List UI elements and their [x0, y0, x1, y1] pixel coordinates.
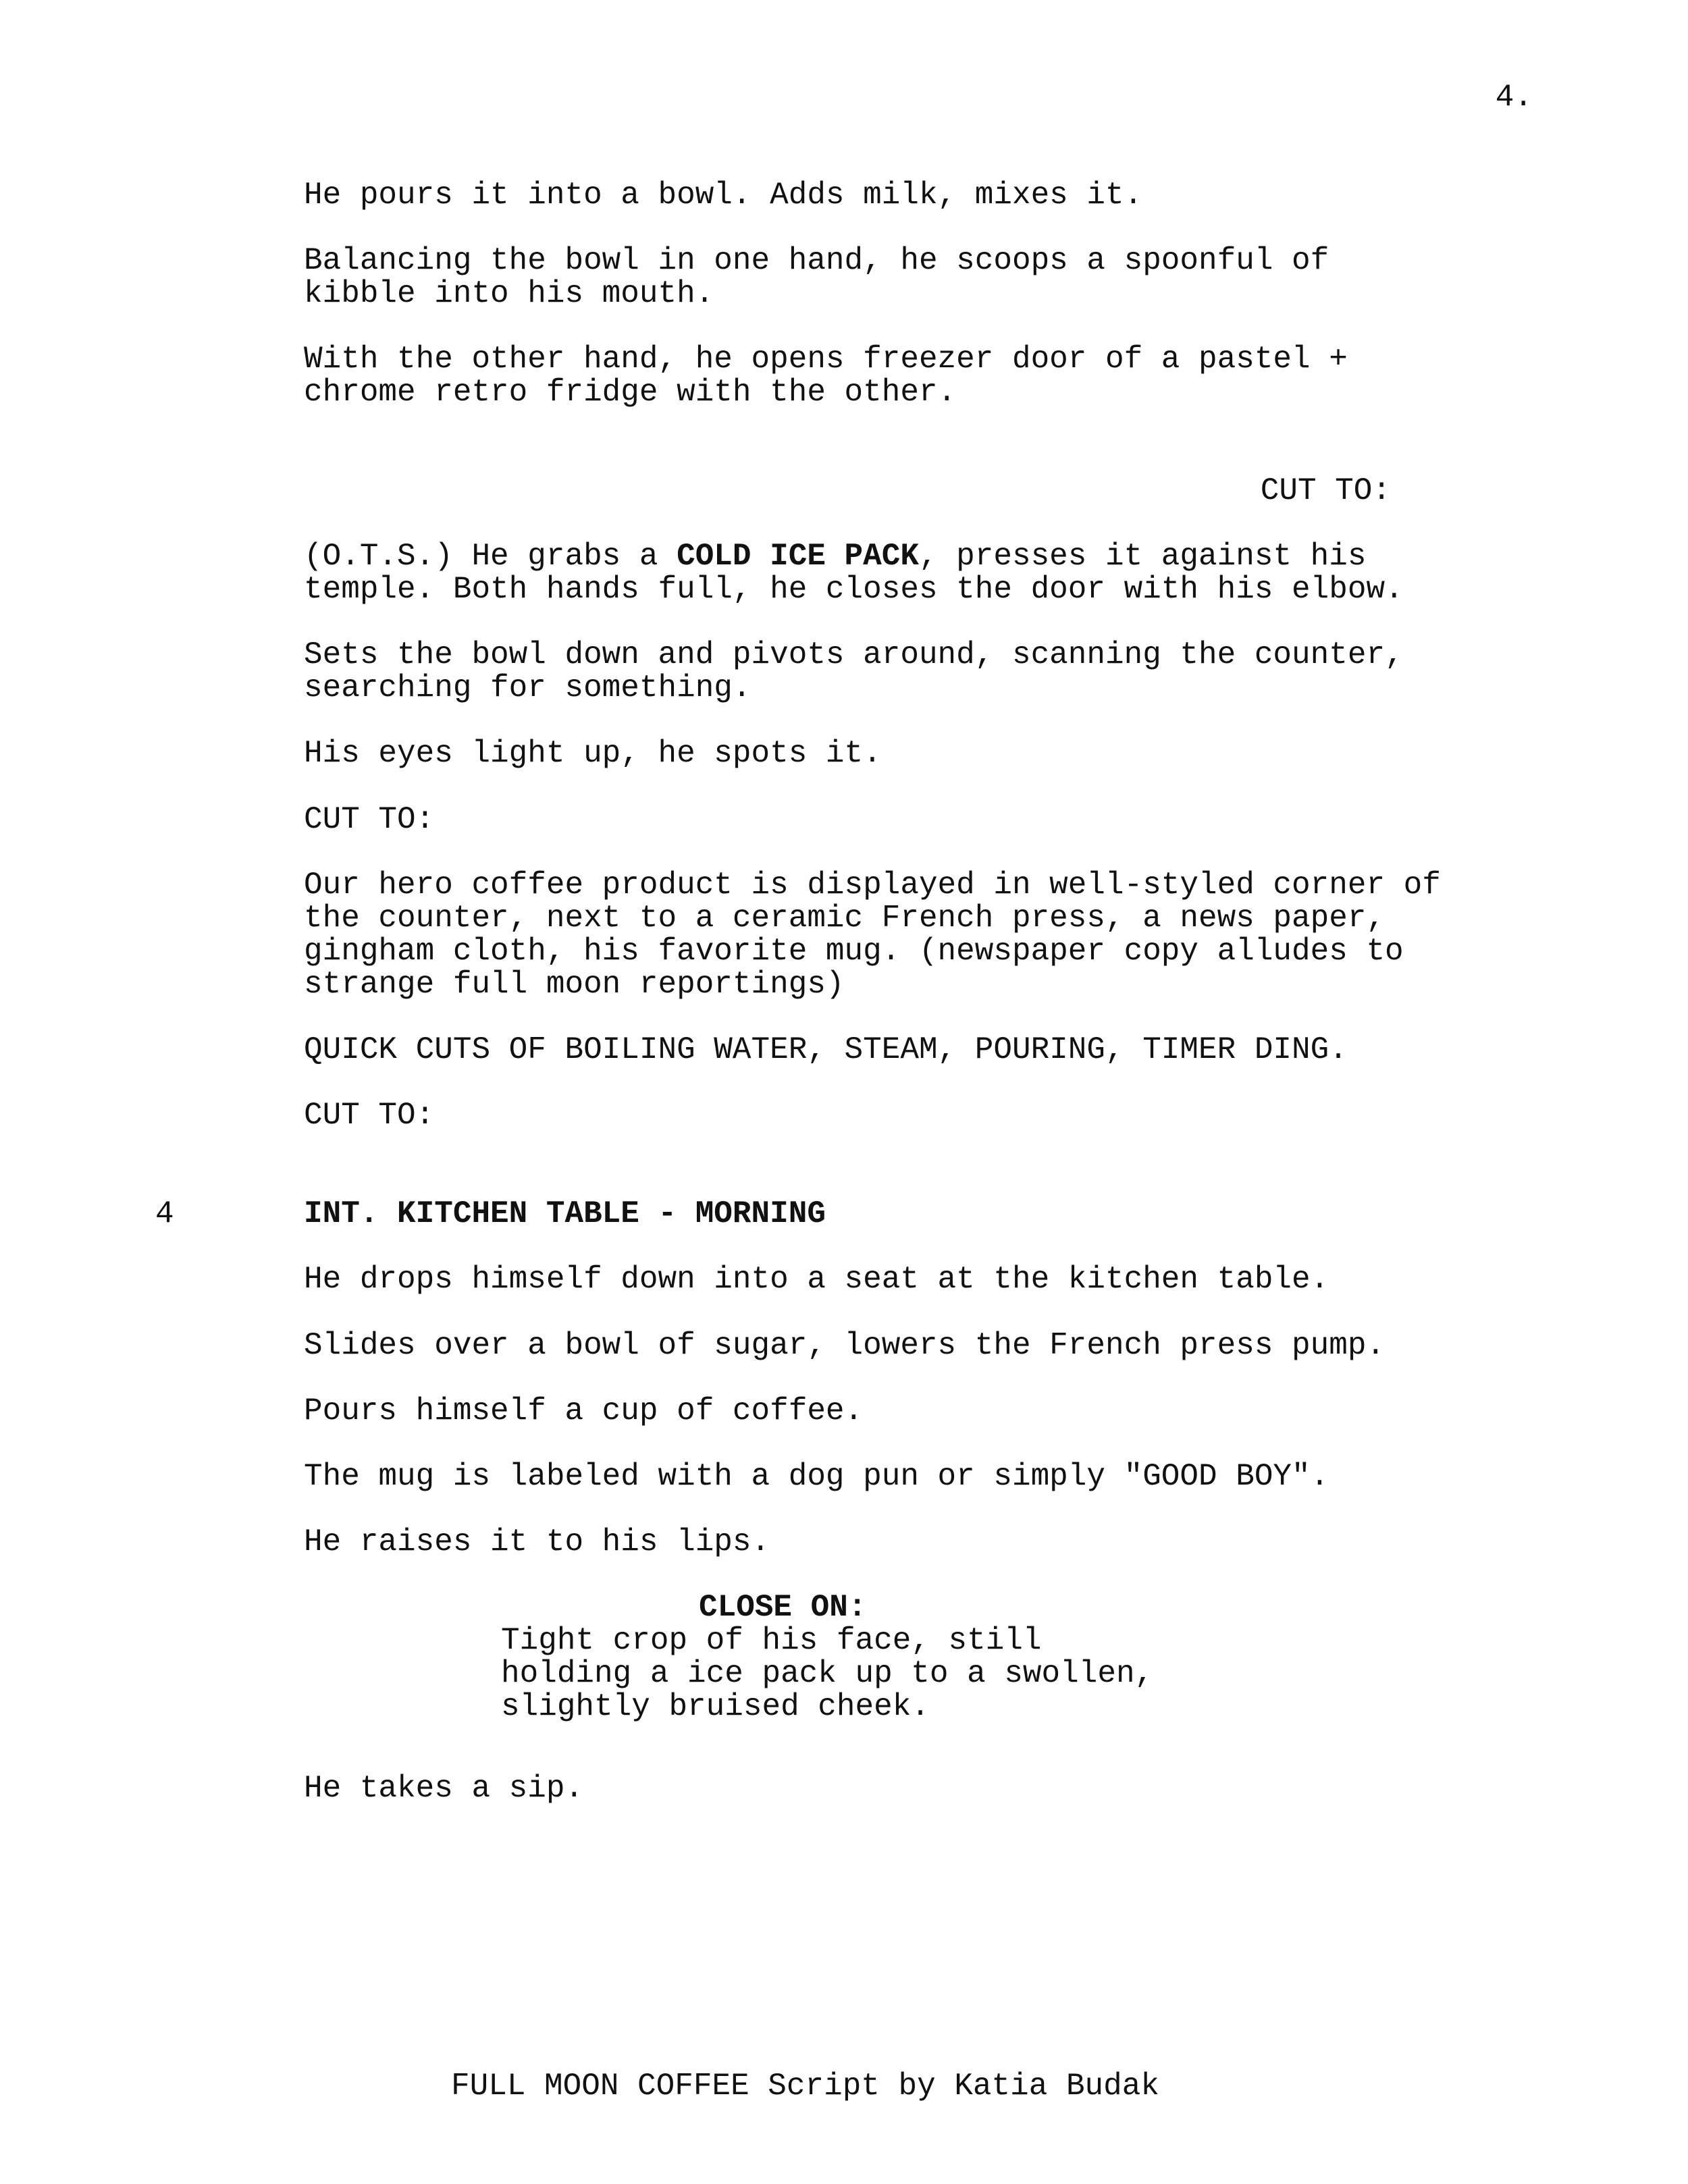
transition-cut-to: CUT TO: [1260, 473, 1391, 508]
action-line: temple. Both hands full, he closes the door with his elbow. [304, 572, 1404, 607]
action-text: (O.T.S.) He grabs a [304, 539, 677, 574]
action-line: His eyes light up, he spots it. [304, 736, 882, 771]
action-line: He takes a sip. [304, 1771, 584, 1806]
action-line: Sets the bowl down and pivots around, scanning the counter, [304, 637, 1404, 672]
dialogue-line: holding a ice pack up to a swollen, [501, 1656, 1154, 1691]
dialogue-line: Tight crop of his face, still [501, 1623, 1042, 1658]
action-line: Pours himself a cup of coffee. [304, 1393, 864, 1429]
action-line: QUICK CUTS OF BOILING WATER, STEAM, POURING, TIMER DING. [304, 1032, 1348, 1067]
action-line: kibble into his mouth. [304, 276, 714, 311]
action-line: strange full moon reportings) [304, 967, 845, 1002]
action-text: , presses it against his [918, 539, 1367, 574]
prop-emphasis: COLD ICE PACK [677, 539, 919, 574]
page-number: 4. [1495, 80, 1533, 115]
action-line: Slides over a bowl of sugar, lowers the French press pump. [304, 1328, 1386, 1363]
action-line: With the other hand, he opens freezer door of a pastel + [304, 342, 1348, 377]
action-line: He pours it into a bowl. Adds milk, mixes it. [304, 178, 1143, 213]
action-line: The mug is labeled with a dog pun or simply "GOOD BOY". [304, 1459, 1329, 1494]
scene-number: 4 [155, 1196, 174, 1231]
action-line: chrome retro fridge with the other. [304, 375, 957, 410]
transition-cut-to: CUT TO: [304, 802, 435, 837]
action-line [304, 540, 1366, 573]
close-on-heading: CLOSE ON: [699, 1590, 867, 1625]
action-line: the counter, next to a ceramic French press, a news paper, [304, 901, 1386, 936]
action-line: gingham cloth, his favorite mug. (newspaper copy alludes to [304, 934, 1404, 969]
scene-heading: INT. KITCHEN TABLE - MORNING [304, 1196, 826, 1231]
transition-cut-to: CUT TO: [304, 1098, 435, 1133]
action-line: He drops himself down into a seat at the kitchen table. [304, 1262, 1329, 1297]
dialogue-line: slightly bruised cheek. [501, 1689, 930, 1724]
action-line: He raises it to his lips. [304, 1524, 770, 1560]
action-line: Our hero coffee product is displayed in well-styled corner of [304, 868, 1441, 903]
action-line: searching for something. [304, 670, 751, 705]
action-line: Balancing the bowl in one hand, he scoops a spoonful of [304, 243, 1329, 278]
page-footer: FULL MOON COFFEE Script by Katia Budak [451, 2069, 1159, 2104]
